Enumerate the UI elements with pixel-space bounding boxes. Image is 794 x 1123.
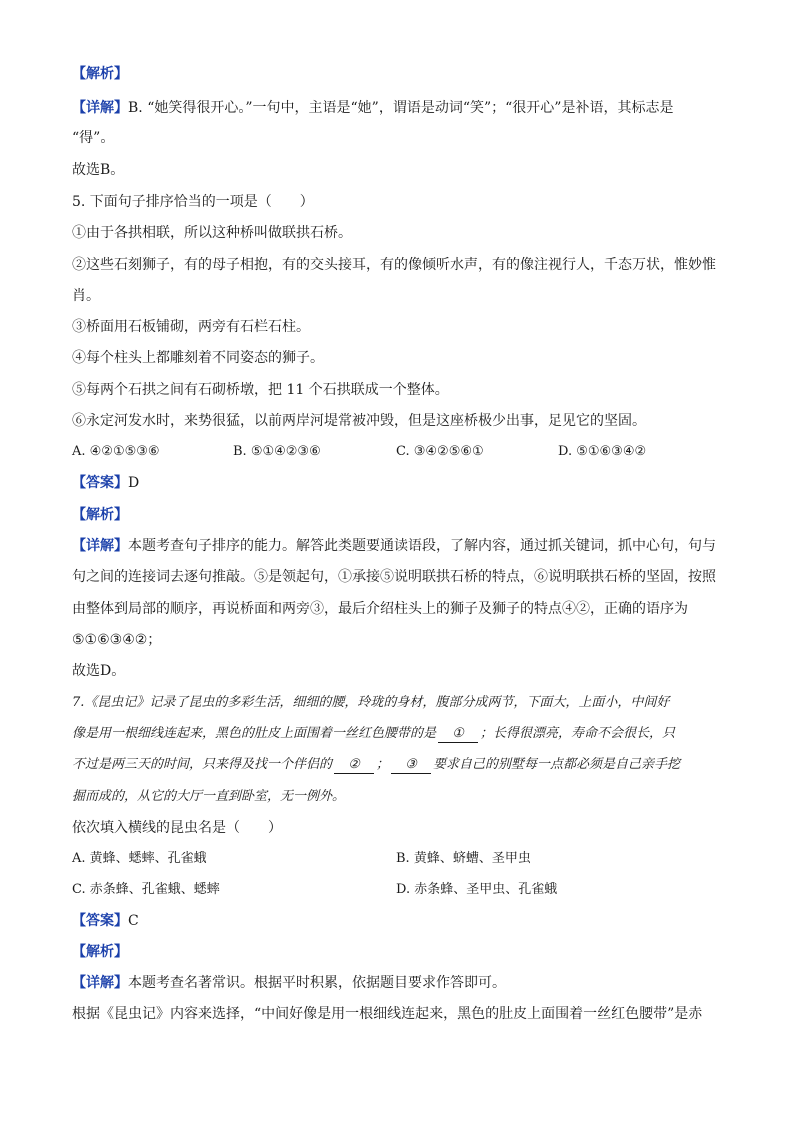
option-b: B. ⑤①④②③⑥ (233, 444, 321, 459)
blank-1: ① (438, 726, 478, 743)
detail-paragraph-cont: 根据《昆虫记》内容来选择，“中间好像是用一根细线连起来，黑色的肚皮上面围着一丝红色腰带”是赤 (72, 1006, 703, 1022)
option-c: C. 赤条蜂、孔雀蛾、蟋蟀 (72, 882, 220, 897)
detail-paragraph-cont: “得”。 (72, 130, 115, 146)
analysis-heading: 【解析】 (72, 944, 128, 960)
option-a: A. 黄蜂、蟋蟀、孔雀蛾 (72, 851, 207, 866)
question-7-passage-cont: 掘而成的，从它的大厅一直到卧室，无一例外。 (72, 789, 346, 804)
analysis-heading: 【解析】 (72, 66, 128, 82)
option-a: A. ④②①⑤③⑥ (72, 444, 160, 459)
question-7-stem: 依次填入横线的昆虫名是（ ） (72, 820, 282, 836)
analysis-heading: 【解析】 (72, 507, 128, 523)
question-7-passage: 7.《昆虫记》记录了昆虫的多彩生活，细细的腰，玲珑的身材，腹部分成两节，下面大，上面小，中间好 (72, 695, 670, 710)
conclusion: 故选B。 (72, 162, 125, 178)
sentence-1: ①由于各拱相联，所以这种桥叫做联拱石桥。 (72, 225, 352, 241)
option-c: C. ③④②⑤⑥① (396, 444, 484, 459)
question-5-stem: 5. 下面句子排序恰当的一项是（ ） (72, 194, 314, 210)
blank-3: ③ (391, 757, 431, 774)
sentence-6: ⑥永定河发水时，来势很猛，以前两岸河堤常被冲毁，但是这座桥极少出事，足见它的坚固。 (72, 413, 646, 429)
question-7-passage-cont: 不过是两三天的时间，只来得及找一个伴侣的 ② ； ③ 要求自己的别墅每一点都必须是自己亲手挖 (72, 757, 681, 772)
option-b: B. 黄蜂、蛴螬、圣甲虫 (396, 851, 531, 866)
conclusion: 故选D。 (72, 663, 126, 679)
option-d: D. ⑤①⑥③④② (558, 444, 647, 459)
detail-paragraph-cont: 由整体到局部的顺序，再说桥面和两旁③，最后介绍柱头上的狮子及狮子的特点④②，正确的语序为 (72, 601, 688, 617)
sentence-2: ②这些石刻狮子，有的母子相抱，有的交头接耳，有的像倾听水声，有的像注视行人，千态万状，惟妙惟 (72, 257, 716, 273)
detail-paragraph-cont: 句之间的连接词去逐句推敲。⑤是领起句，①承接⑤说明联拱石桥的特点，⑥说明联拱石桥的坚固，按照 (72, 569, 716, 585)
answer-line: 【答案】C (72, 913, 139, 929)
question-7-passage-cont: 像是用一根细线连起来，黑色的肚皮上面围着一丝红色腰带的是 ① ；长得很漂亮，寿命不会很长，只 (72, 726, 676, 741)
blank-2: ② (334, 757, 374, 774)
detail-paragraph: 【详解】B. “她笑得很开心。”一句中，主语是“她”，谓语是动词“笑”；“很开心”是补语，其标志是 (72, 100, 674, 116)
sentence-2-cont: 肖。 (72, 288, 100, 304)
detail-paragraph: 【详解】本题考查名著常识。根据平时积累，依据题目要求作答即可。 (72, 975, 506, 991)
sentence-3: ③桥面用石板铺砌，两旁有石栏石柱。 (72, 319, 310, 335)
option-d: D. 赤条蜂、圣甲虫、孔雀蛾 (396, 882, 558, 897)
sentence-4: ④每个柱头上都雕刻着不同姿态的狮子。 (72, 350, 324, 366)
detail-paragraph-cont: ⑤①⑥③④②； (72, 632, 162, 648)
sentence-5: ⑤每两个石拱之间有石砌桥墩，把 11 个石拱联成一个整体。 (72, 382, 449, 398)
detail-paragraph: 【详解】本题考查句子排序的能力。解答此类题要通读语段，了解内容，通过抓关键词，抓中心句，句与 (72, 538, 716, 554)
answer-line: 【答案】D (72, 475, 140, 491)
